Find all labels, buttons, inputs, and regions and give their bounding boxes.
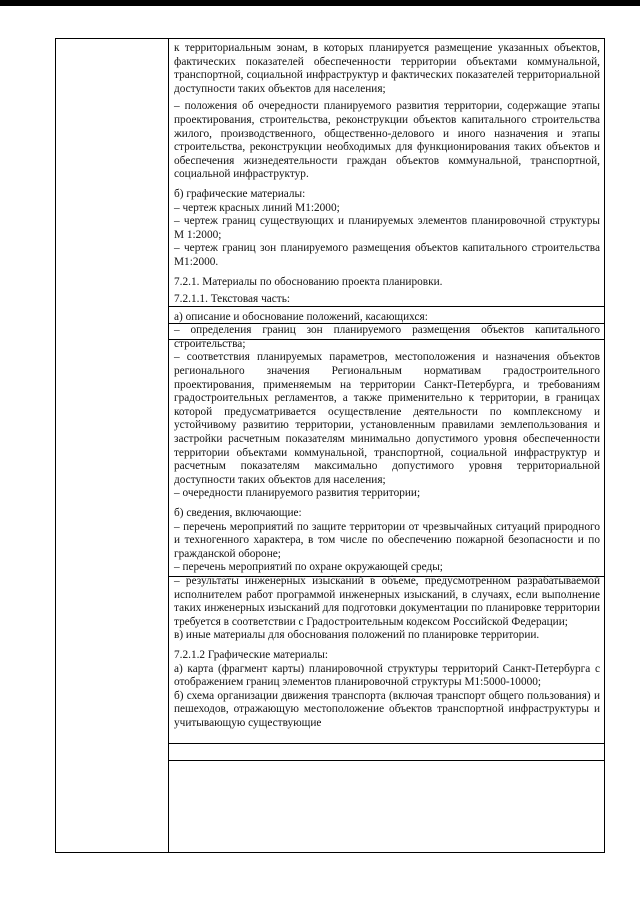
section-heading: 7.2.1.1. Текстовая часть:: [174, 293, 291, 306]
list-item: – чертеж границ зон планируемого размещения объектов капитального строительства М1:2000.: [174, 242, 600, 268]
column-divider: [168, 39, 169, 852]
document-table: [55, 38, 605, 853]
list-item: – положения об очередности планируемого развития территории, содержащие этапы проектирования, строительства, реконструкции объектов капитального строительства жилого, производственного, общественно-делового и иного назначения и этапы строительства, реконструкции необходимых для функционирования таких объектов и обеспечения жизнедеятельности граждан объектов коммунальной, транспортной, социальной инфраструктур.: [174, 100, 600, 181]
list-item: – чертеж границ существующих и планируемых элементов планировочной структуры М 1:2000;: [174, 215, 600, 241]
list-item: – результаты инженерных изысканий в объеме, предусмотренном разрабатываемой исполнителем работ программой инженерных изысканий, в случаях, если выполнение таких инженерных изысканий для подготовки документации по планировке территории требуется в соответствии с Градостроительным кодексом Российской Федерации;: [174, 574, 600, 628]
row-divider: [168, 743, 604, 744]
list-item: – соответствия планируемых параметров, местоположения и назначения объектов регионального значения Региональным нормативам градостроительного проектирования, применяемым на территории Санкт-Петербурга, и требованиям градостроительных регламентов, а также применительно к территории, в границах которой предусматривается осуществление деятельности по комплексному и устойчивому развитию территории, установленным правилами землепользования и застройки расчетным показателям минимально допустимого уровня обеспеченности территории объектами коммунальной, транспортной, социальной инфраструктур и расчетным показателям максимально допустимого уровня территориальной доступности таких объектов для населения;: [174, 351, 600, 486]
paragraph: к территориальным зонам, в которых планируется размещение указанных объектов, фактических показателей обеспеченности территории объектами коммунальной, транспортной, социальной инфраструктур и фактических показателей территориальной доступности таких объектов для населения;: [174, 42, 600, 95]
paragraph: б) сведения, включающие:: [174, 507, 302, 519]
section-heading: 7.2.1.2 Графические материалы:: [174, 648, 329, 661]
table-text-cell: [174, 42, 600, 731]
paragraph: а) описание и обоснование положений, касающихся:: [174, 310, 428, 323]
list-item: – очередности планируемого развития территории;: [174, 487, 421, 500]
list-item: а) карта (фрагмент карты) планировочной структуры территорий Санкт-Петербурга с отображением границ элементов планировочной структуры М1:5000-10000;: [174, 662, 600, 689]
list-item: – перечень мероприятий по защите территории от чрезвычайных ситуаций природного и техногенного характера, в том числе по обеспечению пожарной безопасности и по гражданской обороне;: [174, 520, 600, 560]
paragraph: б) графические материалы:: [174, 187, 306, 200]
paragraph: в) иные материалы для обоснования положений по планировке территории.: [174, 629, 540, 642]
list-item: – перечень мероприятий по охране окружающей среды;: [174, 561, 443, 574]
list-item: – чертеж красных линий М1:2000;: [174, 201, 340, 214]
list-item: – определения границ зон планируемого размещения объектов капитального строительства;: [174, 324, 600, 350]
section-heading: 7.2.1. Материалы по обоснованию проекта планировки.: [174, 275, 443, 288]
top-rule: [0, 0, 640, 6]
list-item: б) схема организации движения транспорта (включая транспорт общего пользования) и пешеходов, отражающую местоположение объектов транспортной инфраструктуры и учитывающую существующие: [174, 689, 600, 729]
row-divider: [168, 760, 604, 761]
